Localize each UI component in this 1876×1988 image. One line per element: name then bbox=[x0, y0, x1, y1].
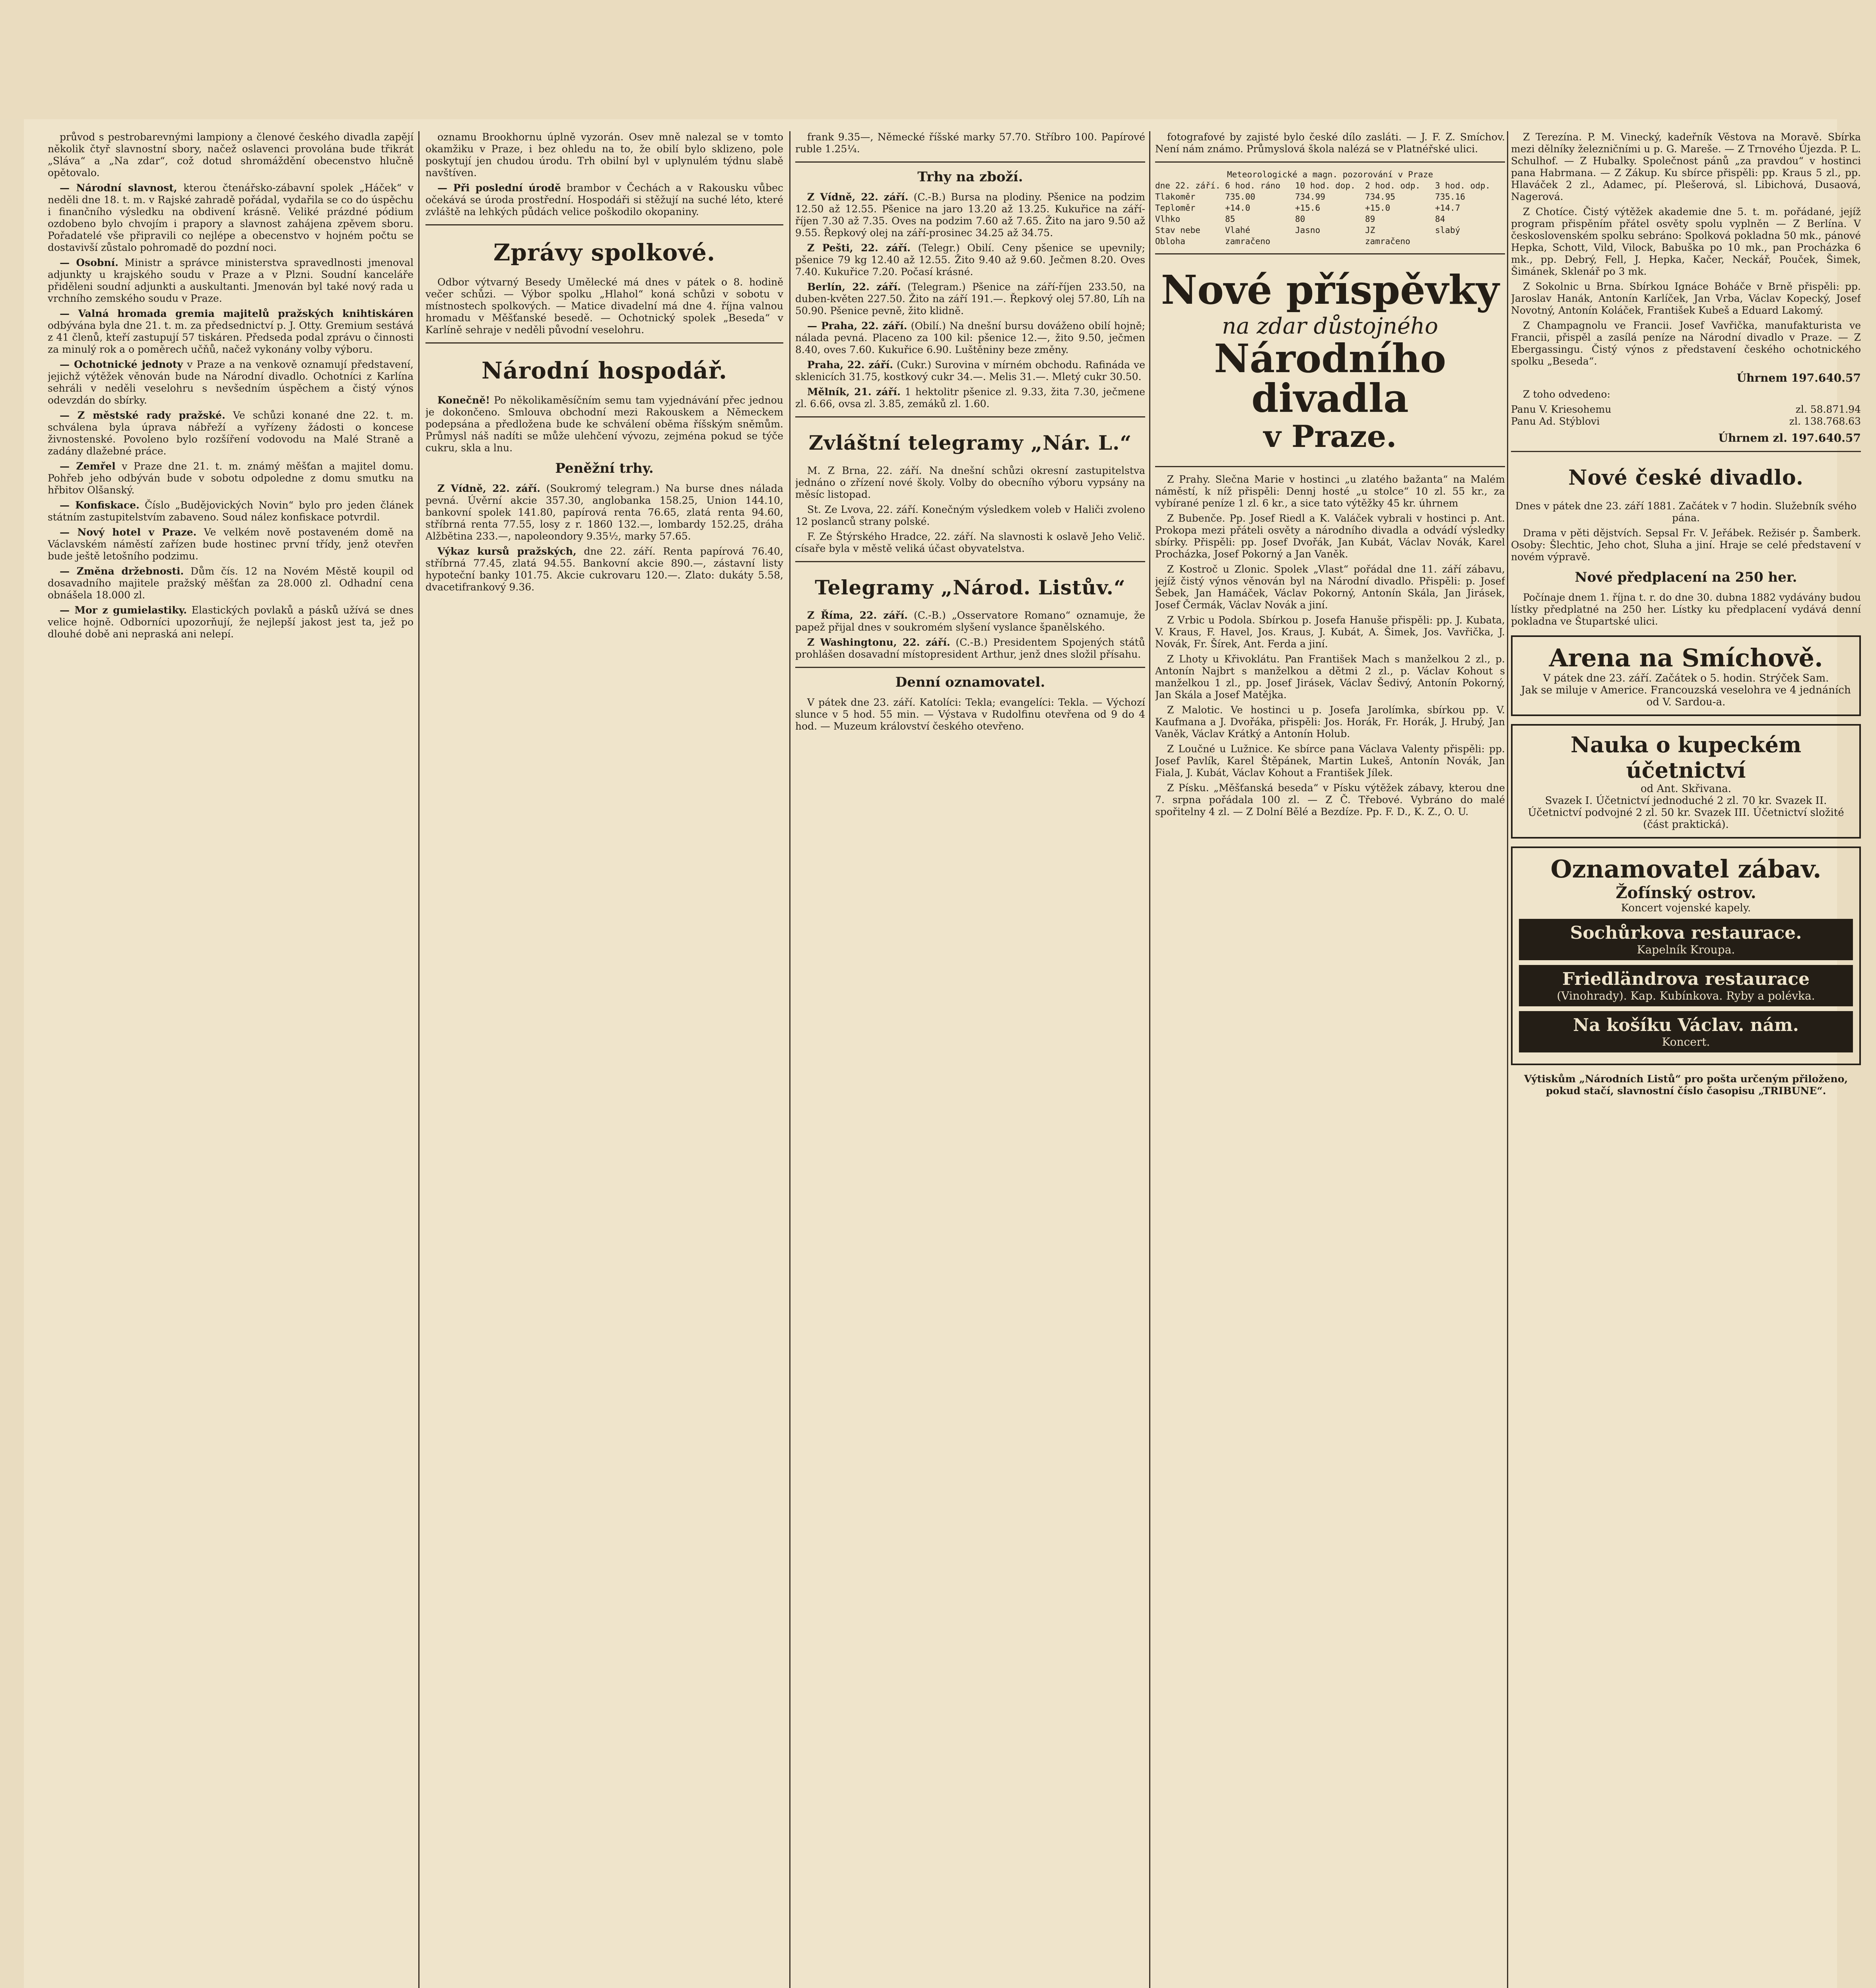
donation-entry: Z Lhoty u Křivoklátu. Pan František Mach s manželkou 2 zl., p. Antonín Najbrt s manželkou a dětmi 2 zl., p. Václav Kohout s manželkou 1 zl., pp. Josef Jirásek, Václav Šedivý, Antonín Pokorný, Jan Skála a Josef Matějka. bbox=[1155, 653, 1505, 701]
donation-entry: Z Malotic. Ve hostinci u p. Josefa Jarolímka, sbírkou pp. V. Kaufmana a J. Dvořáka, přispěli: Jos. Horák, Fr. Horák, J. Hrubý, Jan Vaněk, Václav Krátký a Antonín Holub. bbox=[1155, 704, 1505, 740]
table-cell: 3 hod. odp. bbox=[1435, 181, 1491, 190]
ad-title: Arena na Smíchově. bbox=[1549, 643, 1823, 672]
page-margin-top bbox=[0, 0, 1876, 119]
list-item bbox=[1511, 415, 1861, 427]
article-text: oznamu Brookhornu úplně vyzorán. Osev mně nalezal se v tomto okamžiku v Praze, i bez ohledu na to, že obilí bylo sklizeno, pole poskytují jen chudou úrodu. Trh obilní byl v uplynulém týdnu slabě navštíven. bbox=[425, 131, 783, 179]
advertisement bbox=[1511, 635, 1861, 716]
article-text: Dům čís. 12 na Novém Městě koupil od dosavadního majitele pražský měšťan za 28.000 zl. Odhadní cena obnášela 18.000 zl. bbox=[48, 565, 414, 601]
column-1 bbox=[48, 131, 414, 643]
total-row bbox=[1511, 371, 1861, 384]
table-cell: 734.99 bbox=[1295, 192, 1325, 202]
table-cell: +14.7 bbox=[1435, 203, 1460, 213]
article-heading: — Valná hromada gremia majitelů pražských knihtiskáren bbox=[60, 308, 414, 319]
article-text: Drama v pěti dějstvích. Sepsal Fr. V. Jeřábek. Režisér p. Šamberk. Osoby: Šlechtic, Jeho chot, Sluha a jiní. Hraje se celé představení v novém výpravě. bbox=[1511, 527, 1861, 563]
article-heading: — Konfiskace. bbox=[60, 499, 140, 511]
weather-table bbox=[1155, 169, 1505, 247]
headline: v Praze. bbox=[1263, 419, 1397, 454]
ad-text: Koncert vojenské kapely. bbox=[1621, 902, 1751, 914]
section-title: Nové české divadlo. bbox=[1568, 466, 1804, 490]
ad-subtitle: V pátek dne 23. září. Začátek o 5. hodin. Strýček Sam. bbox=[1543, 672, 1829, 684]
table-cell: Stav nebe bbox=[1155, 225, 1200, 235]
ad-title: Nauka o kupeckém účetnictví bbox=[1570, 732, 1802, 783]
table-cell: 85 bbox=[1225, 214, 1235, 224]
donor-amount: zl. 138.768.63 bbox=[1789, 415, 1861, 427]
section-rule bbox=[1155, 253, 1505, 254]
table-cell: +15.0 bbox=[1365, 203, 1390, 213]
column-rule bbox=[1149, 131, 1150, 1988]
article-heading: Konečně! bbox=[437, 394, 490, 406]
table-cell: slabý bbox=[1435, 225, 1460, 235]
article-text: (C.-B.) Bursa na plodiny. Pšenice na podzim 12.50 až 12.55. Pšenice na jaro 13.20 až 13.25. Kukuřice na září-říjen 7.30 až 7.35. Oves na podzim 7.60 až 7.65. Žito na jaro 9.50 až 9.55. Řepkový olej na září-prosinec 34.25 až 34.75. bbox=[795, 191, 1145, 239]
column-rule bbox=[418, 131, 419, 1988]
column-3 bbox=[795, 131, 1145, 736]
article-text: průvod s pestrobarevnými lampiony a členové českého divadla zapějí několik čtyř slavnostní sbory, načež oslavenci provolána bude třikrát „Sláva“ a „Na zdar“, což dotud shromáždění obecenstvo hlučně opětovalo. bbox=[48, 131, 414, 179]
table-row bbox=[1155, 214, 1505, 225]
article-text: M. Z Brna, 22. září. Na dnešní schůzi okresní zastupitelstva jednáno o zřízení nové školy. Volby do obecního výboru vypsány na měsíc listopad. bbox=[795, 465, 1145, 500]
ad-text: Kapelník Kroupa. bbox=[1637, 943, 1735, 956]
donor-name: Panu V. Kriesohemu bbox=[1511, 404, 1612, 415]
article-heading: — Praha, 22. září. bbox=[807, 320, 907, 332]
ad-title: Sochůrkova restaurace. bbox=[1570, 923, 1802, 943]
section-rule bbox=[795, 561, 1145, 562]
article-heading: — Národní slavnost, bbox=[60, 182, 177, 194]
donation-entry: Z Písku. „Měšťanská beseda“ v Písku výtěžek zábavy, kterou dne 7. srpna pořádala 100 zl. — Z Č. Třebové. Vybráno do malé spořitelny 4 zl. — Z Dolní Bělé a Bezdíze. Pp. F. D., K. Z., O. U. bbox=[1155, 782, 1505, 817]
article-text: v Praze a na venkově oznamují představení, jejichž výtěžek věnován bude na Národní divadlo. Ochotníci z Karlína sehráli v neděli veselohru s nevšedním úspěchem a čistý výnos odevzdán do sbírky. bbox=[48, 359, 414, 406]
article-text: V pátek dne 23. září. Katolíci: Tekla; evangelíci: Tekla. — Výchozí slunce v 5 hod. 55 min. — Výstava v Rudolfinu otevřena od 9 do 4 hod. — Muzeum království českého otevřeno. bbox=[795, 697, 1145, 732]
total-label: Úhrnem bbox=[1736, 371, 1787, 384]
table-row bbox=[1155, 236, 1505, 247]
table-cell: Teploměr bbox=[1155, 203, 1196, 213]
section-subtitle: Peněžní trhy. bbox=[555, 460, 654, 476]
table-cell: 735.16 bbox=[1435, 192, 1465, 202]
donation-entry: Z Bubenče. Pp. Josef Riedl a K. Valáček vybrali v hostinci p. Ant. Prokopa mezi přáteli osvěty a národního divadla a odvádí výsledky sbírky. Přispěli: pp. Josef Dvořák, Jan Kubát, Václav Novák, Karel Procházka, Josef Pokorný a Jan Vaněk. bbox=[1155, 513, 1505, 560]
article-heading: Z Říma, 22. září. bbox=[807, 610, 908, 621]
article-heading: — Změna držebnosti. bbox=[60, 565, 184, 577]
donation-entry: Z Vrbic u Podola. Sbírkou p. Josefa Hanuše přispěli: pp. J. Kubata, V. Kraus, F. Havel, Jos. Kraus, J. Kubát, A. Šimek, Jos. Vavřička, J. Novák, Fr. Šírek, Ant. Ferda a jiní. bbox=[1155, 614, 1505, 650]
weather-table-header bbox=[1155, 180, 1505, 191]
section-subtitle: Dnes v pátek dne 23. září 1881. Začátek v 7 hodin. Služebník svého pána. bbox=[1515, 500, 1857, 524]
section-rule bbox=[795, 416, 1145, 417]
article-text: fotografové by zajisté bylo české dílo zasláti. — J. F. Z. Smíchov. Není nám známo. Průmyslová škola nalézá se v Platnéřské ulici. bbox=[1155, 131, 1505, 155]
table-cell: Obloha bbox=[1155, 237, 1185, 246]
article-heading: — Mor z gumielastiky. bbox=[60, 604, 187, 616]
article-text: Po několikaměsíčním semu tam vyjednávání přec jednou je dokončeno. Smlouva obchodní mezi Rakouskem a Německem podepsána a předložena bude ke schválení oběma říšským sněmům. Průmysl náš nadíti se může ulehčení vývozu, zejména pokud se týče cukru, skla a lnu. bbox=[425, 394, 783, 454]
table-cell: Vlahé bbox=[1225, 225, 1251, 235]
ad-text: Jak se miluje v Americe. Francouzská veselohra ve 4 jednáních od V. Sardou-a. bbox=[1521, 684, 1851, 708]
article-text: 1 hektolitr pšenice zl. 9.33, žita 7.30, ječmene zl. 6.66, ovsa zl. 3.85, zemáků zl. 1.60. bbox=[795, 386, 1145, 410]
table-cell: 89 bbox=[1365, 214, 1375, 224]
total-row bbox=[1511, 431, 1861, 445]
ad-text: (Vinohrady). Kap. Kubínkova. Ryby a polévka. bbox=[1557, 989, 1815, 1002]
headline: na zdar důstojného bbox=[1222, 313, 1438, 339]
article-text: Číslo „Budějovických Novin“ bylo pro jeden článek státním zastupitelstvím zabaveno. Soud nález konfiskace potvrdil. bbox=[48, 499, 414, 523]
ad-text: Svazek I. Účetnictví jednoduché 2 zl. 70 kr. Svazek II. Účetnictví podvojné 2 zl. 50 kr. Svazek III. Účetnictví složité (část praktická). bbox=[1528, 795, 1844, 831]
table-cell: dne 22. září. bbox=[1155, 181, 1221, 190]
table-row bbox=[1155, 225, 1505, 236]
article-heading: — Ochotnické jednoty bbox=[60, 359, 183, 370]
article-heading: Z Washingtonu, 22. září. bbox=[807, 637, 950, 648]
section-rule bbox=[425, 342, 783, 344]
article-text: Počínaje dnem 1. října t. r. do dne 30. dubna 1882 vydávány budou lístky předplatné na 250 her. Lístky ku předplacení vydává denní pokladna ve Štupartské ulici. bbox=[1511, 592, 1861, 627]
list-label: Z toho odvedeno: bbox=[1523, 388, 1610, 400]
article-text: brambor v Čechách a v Rakousku vůbec očekává se úroda prostřední. Hospodáři si stěžují na suché léto, které zvláště na lehkých půdách velice poškodilo okopaniny. bbox=[425, 182, 783, 217]
article-text: (C.-B.) Presidentem Spojených států prohlášen dosavadní místopresident Arthur, jenž dnes složil přísahu. bbox=[795, 637, 1145, 660]
total-label: Úhrnem zl. bbox=[1718, 431, 1787, 445]
article-text: kterou čtenářsko-zábavní spolek „Háček“ v neděli dne 18. t. m. v Rajské zahradě pořádal, vydařila se co do úspěchu i finančního výsledku na obdivení krásně. Veliké prázdné pódium ozdobeno bylo chvojím i prapory a slavnost zahájena zpěvem sboru. Pořadatelé vše připravili co nejlépe a obecenstvo v hojném počtu se dostavivší zůstalo pohromadě do pozdní noci. bbox=[48, 182, 414, 253]
table-cell: JZ bbox=[1365, 225, 1375, 235]
section-rule bbox=[795, 667, 1145, 668]
column-rule bbox=[789, 131, 790, 1988]
article-text: Ve schůzi konané dne 22. t. m. schválena byla úprava nábřeží a vyřízeny žádosti o koncese živnostenské. Povoleno bylo rozšíření vodovodu na Malé Straně a zadány dlažebné práce. bbox=[48, 410, 414, 457]
donation-entry: Z Loučné u Lužnice. Ke sbírce pana Václava Valenty přispěli: pp. Josef Pavlík, Karel Štěpánek, Martin Lukeš, Antonín Novák, Jan Fiala, J. Kubát, Václav Kohout a František Jílek. bbox=[1155, 743, 1505, 779]
article-heading: Praha, 22. září. bbox=[807, 359, 893, 371]
ad-subtitle: Žofínský ostrov. bbox=[1616, 883, 1756, 902]
ad-title: Na košíku Václav. nám. bbox=[1573, 1015, 1799, 1035]
notice-text: Výtiskům „Národních Listů“ pro pošta určeným přiloženo, pokud stačí, slavnostní číslo časopisu „TRIBUNE“. bbox=[1524, 1073, 1848, 1097]
donor-amount: zl. 58.871.94 bbox=[1795, 404, 1861, 415]
article-text: (C.-B.) „Osservatore Romano“ oznamuje, že papež přijal dnes v soukromém slyšení vyslance španělského. bbox=[795, 610, 1145, 633]
donation-entry: Z Kostroč u Zlonic. Spolek „Vlast“ pořádal dne 11. září zábavu, jejíž čistý výnos věnován byl na Národní divadlo. Přispěli: p. Josef Šebek, Jan Hamáček, Václav Pokorný, Antonín Skála, Jan Jirásek, Josef Čermák, Václav Novák a jiní. bbox=[1155, 563, 1505, 611]
section-subtitle: Denní oznamovatel. bbox=[895, 674, 1045, 690]
table-row bbox=[1155, 191, 1505, 202]
ad-text: Koncert. bbox=[1662, 1035, 1710, 1048]
table-cell bbox=[1295, 236, 1365, 247]
table-cell: 84 bbox=[1435, 214, 1445, 224]
ad-title: Oznamovatel zábav. bbox=[1550, 854, 1822, 883]
article-heading: Z Pešti, 22. září. bbox=[807, 242, 911, 254]
article-heading: Výkaz kursů pražských, bbox=[437, 546, 577, 557]
article-text: v Praze dne 21. t. m. známý měšťan a majitel domu. Pohřeb jeho odbýván bude v sobotu odpoledne z domu smutku na hřbitov Olšanský. bbox=[48, 460, 414, 496]
ad-subtitle: od Ant. Skřivana. bbox=[1640, 783, 1732, 795]
section-subtitle: Trhy na zboží. bbox=[917, 169, 1023, 185]
article-text: St. Ze Lvova, 22. září. Konečným výsledkem voleb v Haliči zvoleno 12 poslanců strany polské. bbox=[795, 504, 1145, 527]
article-heading: — Z městské rady pražské. bbox=[60, 410, 225, 421]
section-title: Zvláštní telegramy „Nár. L.“ bbox=[808, 431, 1132, 454]
article-heading: Mělník, 21. září. bbox=[807, 386, 901, 398]
section-title: Národní hospodář. bbox=[481, 357, 728, 384]
table-cell: zamračeno bbox=[1225, 237, 1270, 246]
table-cell: 80 bbox=[1295, 214, 1305, 224]
table-cell: zamračeno bbox=[1365, 237, 1410, 246]
article-text: (Soukromý telegram.) Na burse dnes nálada pevná. Úvěrní akcie 357.30, anglobanka 158.25, Union 144.10, bankovní spolek 141.80, papírová renta 76.65, zlatá renta 94.60, stříbrná renta 77.55, losy z r. 1860 132.—, lombardy 152.25, dráha Alžbětina 233.—, napoleondory 9.35½, marky 57.65. bbox=[425, 483, 783, 542]
donation-entry: Z Champagnolu ve Francii. Josef Vavřička, manufakturista ve Francii, přispěl a zasílá peníze na Národní divadlo v Praze. — Z Ebergassingu. Čistý výnos z představení českého ochotnického spolku „Beseda“. bbox=[1511, 320, 1861, 367]
section-rule bbox=[795, 161, 1145, 163]
article-text: Ministr a správce ministerstva spravedlnosti jmenoval adjunkty u krajského soudu v Praze a v Plzni. Soudní kanceláře přiděleni soudní adjunkti a auskultanti. Jmenován byl také nový rada u vrchního zemského soudu v Praze. bbox=[48, 257, 414, 304]
total-value: 197.640.57 bbox=[1791, 431, 1861, 445]
article-heading: — Osobní. bbox=[60, 257, 118, 268]
donor-name: Panu Ad. Stýblovi bbox=[1511, 415, 1600, 427]
article-heading: — Nový hotel v Praze. bbox=[60, 526, 197, 538]
article-text: Odbor výtvarný Besedy Umělecké má dnes v pátek o 8. hodině večer schůzi. — Výbor spolku „Hlahol“ koná schůzi v sobotu v místnostech spolkových. — Matice divadelní má dne 4. října valnou hromadu v Měšťanské besedě. — Ochotnický spolek „Beseda“ v Karlíně sehraje v neděli původní veselohru. bbox=[425, 276, 783, 336]
donation-entry: Z Terezína. P. M. Vinecký, kadeřník Věstova na Moravě. Sbírka mezi dělníky železničními u p. G. Mareše. — Z Trnového Újezda. P. L. Schulhof. — Z Hubalky. Společnost pánů „za pravdou“ v hostinci pana Habrmana. — Z Zákup. Ku sbírce přispěli: pp. Kraus 5 zl., pp. Hlaváček 2 zl., Adamec, pí. Plešerová, sl. Libichová, Dusaová, Nagerová. bbox=[1511, 131, 1861, 202]
column-5 bbox=[1511, 131, 1861, 1100]
article-heading: — Při poslední úrodě bbox=[437, 182, 561, 194]
headline-block bbox=[1155, 266, 1505, 454]
section-rule bbox=[1155, 161, 1505, 163]
headline: Národního divadla bbox=[1214, 336, 1446, 421]
article-text: F. Ze Štýrského Hradce, 22. září. Na slavnosti k oslavě Jeho Velič. císaře byla v městě veliká účast obyvatelstva. bbox=[795, 531, 1145, 554]
section-rule bbox=[1511, 451, 1861, 452]
table-cell: 6 hod. ráno bbox=[1225, 181, 1281, 190]
article-text: odbývána byla dne 21. t. m. za předsednictví p. J. Otty. Gremium sestává z 41 členů, kteří zastupují 57 tiskáren. Předseda podal zprávu o činnosti za minulý rok a o poměrech učňů, načež vykonány volby výboru. bbox=[48, 320, 414, 355]
article-text: (Obilí.) Na dnešní bursu dováženo obilí hojně; nálada pevná. Placeno za 100 kil: pšenice 12.—, žito 9.50, ječmen 8.40, oves 7.60. Kukuřice 6.90. Luštěniny beze změny. bbox=[795, 320, 1145, 355]
donation-entry: Z Prahy. Slečna Marie v hostinci „u zlatého bažanta“ na Malém náměstí, k níž přispěli: Dennj hosté „u stolce“ 10 zl. 55 kr., za vybírané peníze 1 zl. 6 kr., a sice tato výtěžky 45 kr. úhrnem bbox=[1155, 474, 1505, 509]
section-title: Telegramy „Národ. Listův.“ bbox=[815, 576, 1126, 599]
article-heading: Z Vídně, 22. září. bbox=[437, 483, 540, 494]
advertisement bbox=[1511, 846, 1861, 1065]
article-text: frank 9.35—, Německé říšské marky 57.70. Stříbro 100. Papírové ruble 1.25¼. bbox=[795, 131, 1145, 155]
column-2 bbox=[425, 131, 783, 596]
column-4 bbox=[1155, 131, 1505, 821]
ad-banner bbox=[1519, 919, 1853, 960]
table-cell: +15.6 bbox=[1295, 203, 1321, 213]
table-cell: 2 hod. odp. bbox=[1365, 181, 1421, 190]
article-heading: Berlín, 22. září. bbox=[807, 281, 901, 293]
column-rule bbox=[1507, 131, 1508, 1988]
table-cell: +14.0 bbox=[1225, 203, 1251, 213]
table-cell: Tlakoměr bbox=[1155, 192, 1196, 202]
weather-table-title: Meteorologické a magn. pozorování v Praze bbox=[1227, 170, 1433, 179]
article-text: (Telegram.) Pšenice na září-říjen 233.50, na duben-květen 227.50. Žito na září 191.—. Řepkový olej 57.80, Líh na 50.90. Pšenice pevně, žito klidně. bbox=[795, 281, 1145, 316]
section-rule bbox=[425, 224, 783, 225]
article-text: dne 22. září. Renta papírová 76.40, stříbrná 77.45, zlatá 94.55. Bankovní akcie 890.—, zástavní listy hypoteční banky 101.75. Akcie cukrovaru 120.—. Zlato: dukáty 5.58, dvacetifrankový 9.36. bbox=[425, 546, 783, 593]
table-cell: Jasno bbox=[1295, 225, 1321, 235]
table-cell: Vlhko bbox=[1155, 214, 1181, 224]
section-rule bbox=[1155, 466, 1505, 467]
total-value: 197.640.57 bbox=[1791, 371, 1861, 384]
table-cell: 734.95 bbox=[1365, 192, 1395, 202]
list-item bbox=[1511, 404, 1861, 415]
table-cell bbox=[1435, 236, 1505, 247]
article-heading: — Zemřel bbox=[60, 460, 116, 472]
article-text: Ve velkém nově postaveném domě na Václavském náměstí zařízen bude hostinec první třídy, jenž otevřen bude ještě letošního podzimu. bbox=[48, 526, 414, 562]
donation-entry: Z Sokolnic u Brna. Sbírkou Ignáce Boháče v Brně přispěli: pp. Jaroslav Hanák, Antonín Karlíček, Jan Vrba, Václav Kopecký, Josef Novotný, Antonín Koláček, František Kubeš a Eduard Lakomý. bbox=[1511, 281, 1861, 316]
table-cell: 10 hod. dop. bbox=[1295, 181, 1356, 190]
advertisement bbox=[1511, 724, 1861, 839]
ad-title: Friedländrova restaurace bbox=[1562, 969, 1810, 989]
table-cell: 735.00 bbox=[1225, 192, 1255, 202]
ad-banner bbox=[1519, 965, 1853, 1006]
section-subtitle: Nové předplacení na 250 her. bbox=[1575, 569, 1797, 585]
article-heading: Z Vídně, 22. září. bbox=[807, 191, 909, 203]
ad-banner bbox=[1519, 1011, 1853, 1052]
article-text: Elastických povlaků a pásků užívá se dnes velice hojně. Odborníci upozorňují, že nejlepší jakost jest ta, jež po dlouhé době ani nepraská ani nelepí. bbox=[48, 604, 414, 640]
article-text: (Telegr.) Obilí. Ceny pšenice se upevnily; pšenice 79 kg 12.40 až 12.55. Žito 9.40 až 9.60. Ječmen 8.20. Oves 7.40. Kukuřice 7.20. Počasí krásné. bbox=[795, 242, 1145, 278]
donation-entry: Z Chotíce. Čistý výtěžek akademie dne 5. t. m. pořádané, jejíž program přispěním přátel osvěty spolu vyplněn — Z Berlína. V československém spolku sebráno: Spolková pokladna 50 mk., pánové Hepka, Schott, Vild, Vilock, Babuška po 10 mk., pan Procházka 6 mk., pp. Debrý, Fell, J. Hepka, Kačer, Neckář, Pouček, Šimek, Šimánek, Sklenář po 3 mk. bbox=[1511, 206, 1861, 277]
article-text: (Cukr.) Surovina v mírném obchodu. Rafináda ve sklenicích 31.75, kostkový cukr 34.—. Melis 31.—. Mletý cukr 30.50. bbox=[795, 359, 1145, 382]
table-row bbox=[1155, 202, 1505, 214]
headline: Nové příspěvky bbox=[1161, 266, 1499, 313]
section-title: Zprávy spolkové. bbox=[493, 239, 716, 266]
